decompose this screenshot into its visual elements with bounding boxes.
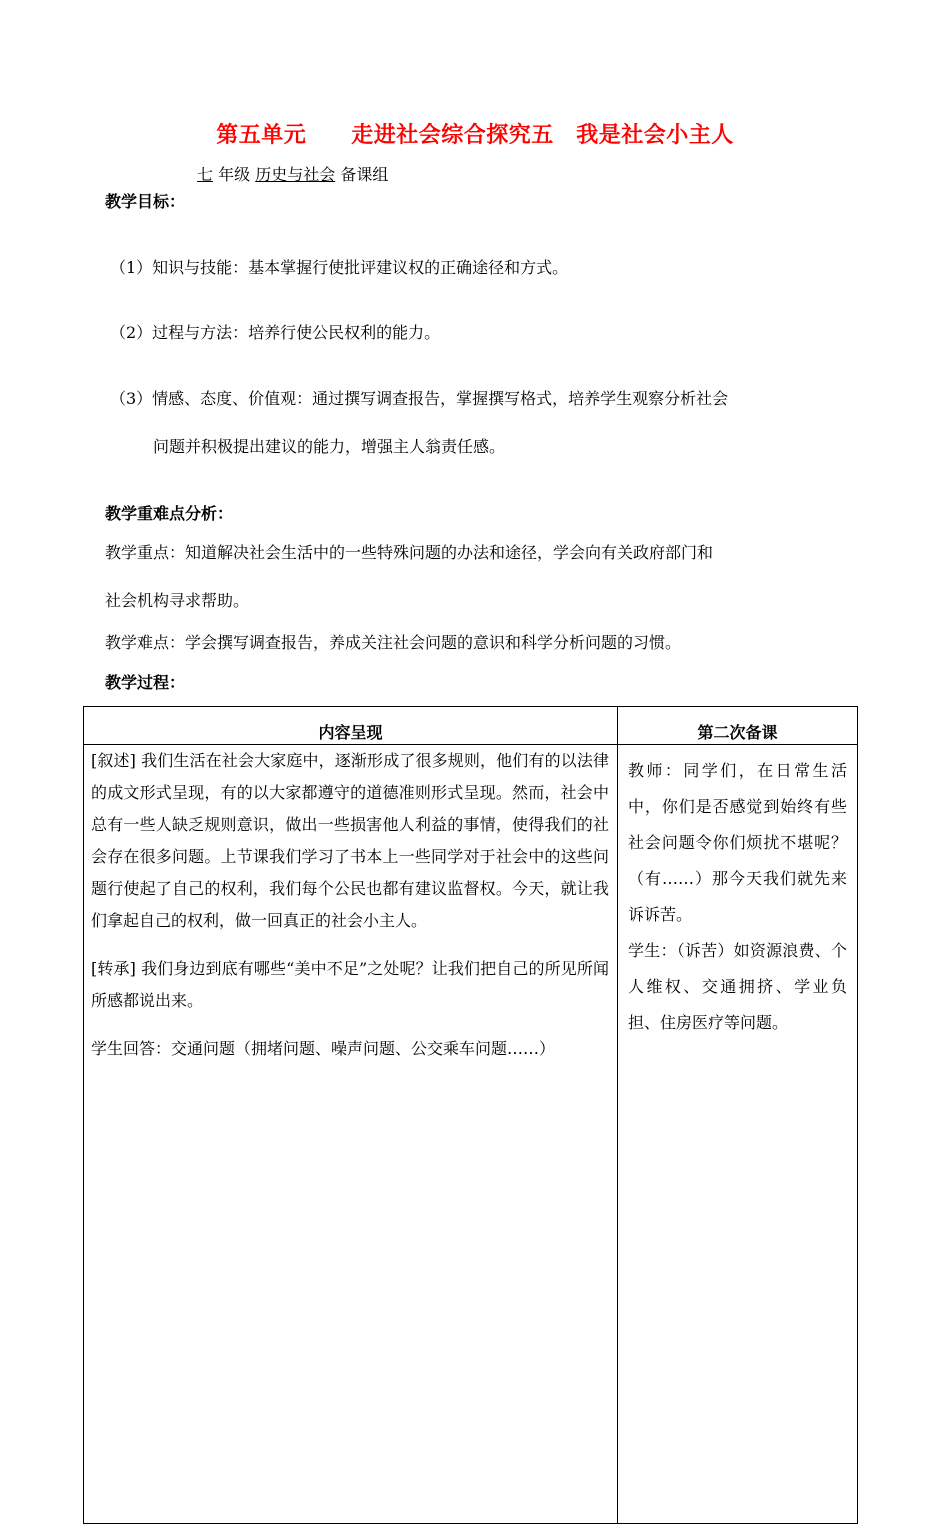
second-prep-cell <box>618 745 858 1524</box>
process-heading: 教学过程： <box>105 673 186 692</box>
prep-group: 备课组 <box>340 165 389 184</box>
column-header-second-prep: 第二次备课 <box>618 707 858 745</box>
content-cell <box>84 745 618 1524</box>
objectives-heading: 教学目标： <box>105 192 186 211</box>
table-row <box>84 745 858 1524</box>
objective-item: （2）过程与方法：培养行使公民权利的能力。 <box>110 323 441 342</box>
table-header-row <box>84 707 858 745</box>
objective-item-continued: 问题并积极提出建议的能力，增强主人翁责任感。 <box>153 437 506 456</box>
analysis-heading: 教学重难点分析： <box>105 504 234 523</box>
objective-item: （3）情感、态度、价值观：通过撰写调查报告，掌握撰写格式，培养学生观察分析社会 <box>110 389 729 408</box>
key-point: 教学重点：知道解决社会生活中的一些特殊问题的办法和途径，学会向有关政府部门和 <box>105 543 714 562</box>
process-table <box>83 706 858 1524</box>
grade-suffix: 年级 <box>218 165 251 184</box>
subtitle <box>197 162 388 185</box>
student-answer-paragraph: 学生回答：交通问题（拥堵问题、噪声问题、公交乘车问题……） <box>91 1039 556 1058</box>
objective-item: （1）知识与技能：基本掌握行使批评建议权的正确途径和方式。 <box>110 258 569 277</box>
column-header-content: 内容呈现 <box>84 707 618 745</box>
grade: 七 <box>197 165 214 184</box>
narration-paragraph: [叙述] 我们生活在社会大家庭中，逐渐形成了很多规则，他们有的以法律的成文形式呈现，有的以大家都遵守的道德准则形式呈现。然而，社会中总有一些人缺乏规则意识，做出一些损害他人利益的事情，使得我们的社会存在很多问题。上节课我们学习了书本上一些同学对于社会中的这些问题行使起了自己的权利，我们每个公民也都有建议监督权。今天，就让我们拿起自己的权利，做一回真正的社会小主人。 <box>91 751 609 930</box>
difficult-point: 教学难点：学会撰写调查报告，养成关注社会问题的意识和科学分析问题的习惯。 <box>105 633 682 652</box>
student-paragraph: 学生：（诉苦）如资源浪费、个人维权、交通拥挤、学业负担、住房医疗等问题。 <box>628 941 847 1032</box>
subject: 历史与社会 <box>255 165 336 184</box>
teacher-paragraph: 教师：同学们，在日常生活中，你们是否感觉到始终有些社会问题令你们烦扰不堪呢？（有……）那今天我们就先来诉诉苦。 <box>628 761 847 924</box>
transition-paragraph: [转承] 我们身边到底有哪些“美中不足”之处呢？让我们把自己的所见所闻所感都说出来。 <box>91 959 609 1010</box>
key-point-continued: 社会机构寻求帮助。 <box>105 591 250 610</box>
page-title: 第五单元 走进社会综合探究五 我是社会小主人 <box>216 123 734 148</box>
